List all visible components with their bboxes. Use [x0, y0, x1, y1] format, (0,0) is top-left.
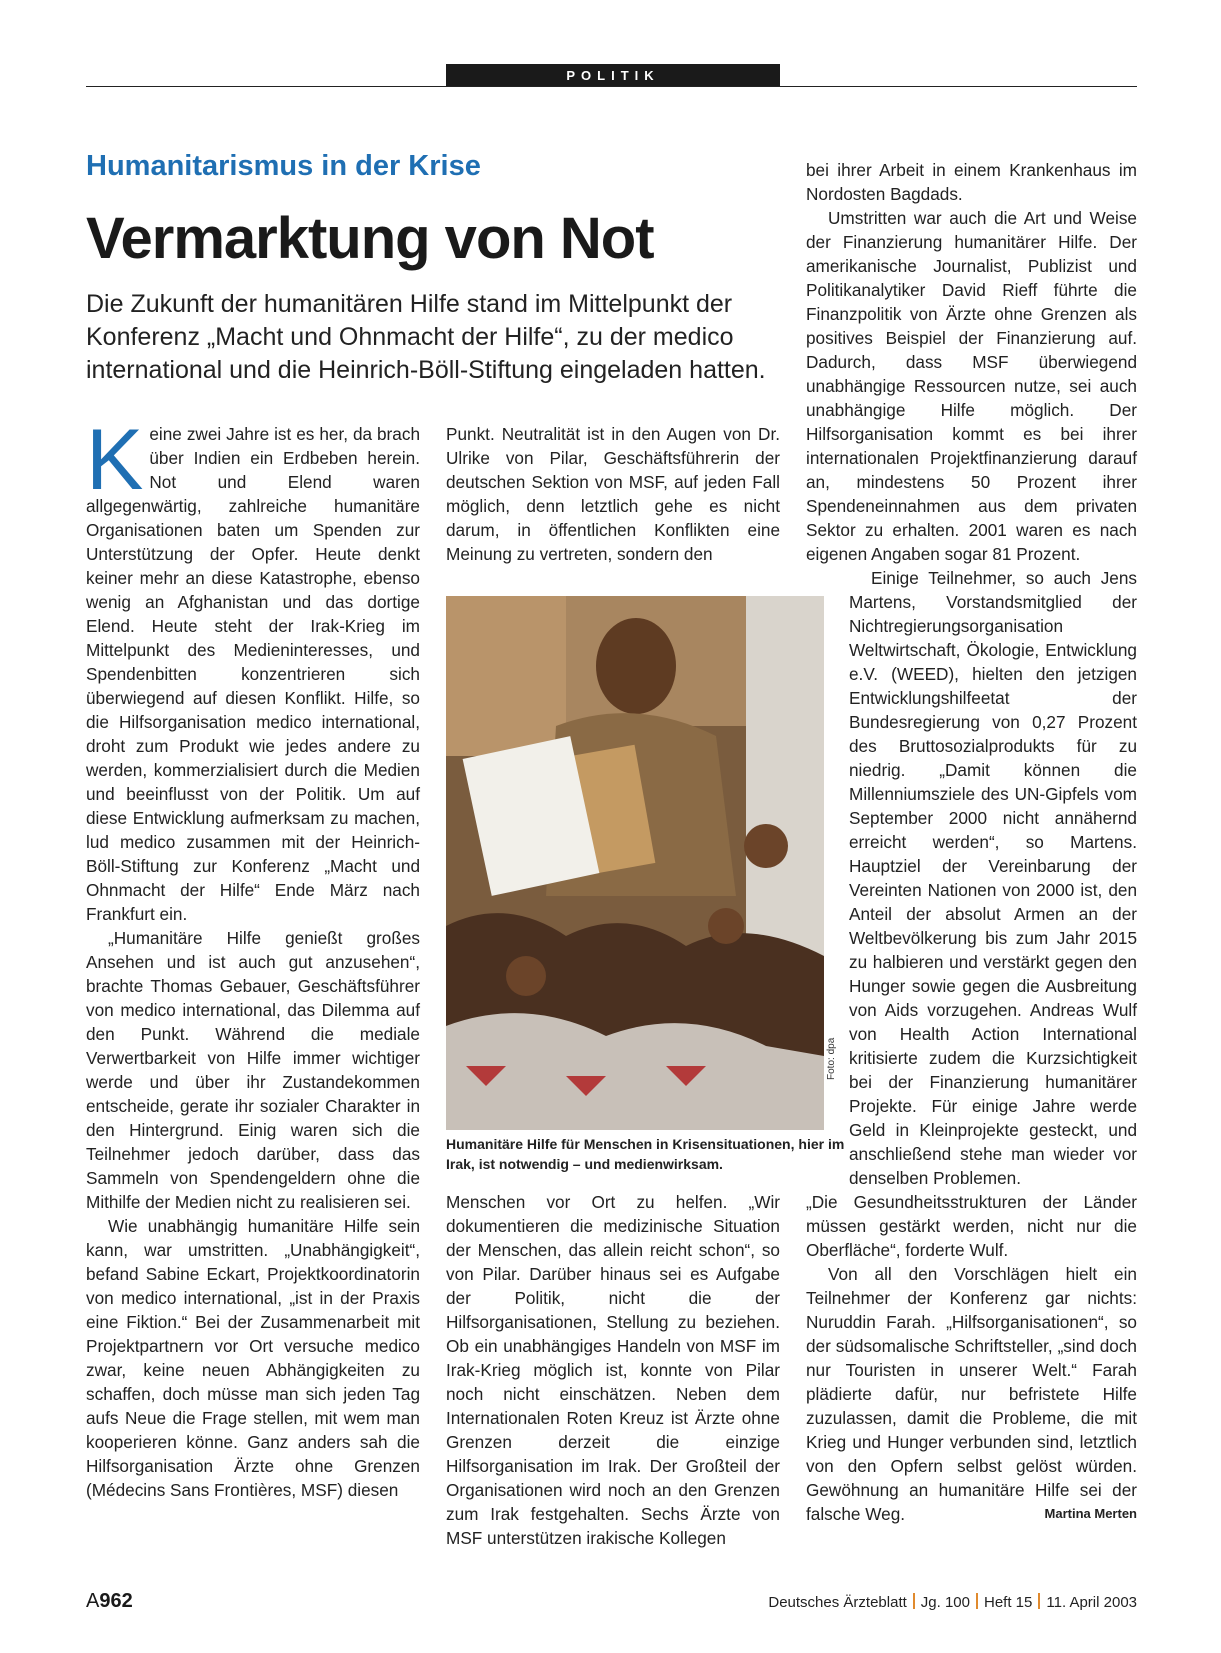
paragraph: Wie unabhängig humanitäre Hilfe sein kann, war umstritten. „Unabhängigkeit“, befand Sabine Eckart, Projektkoordinatorin von medico international, „ist in der Praxis eine Fiktion.“ Bei der Zusammenarbeit mit Projektpartnern vor Ort versuche medico zwar, keine neuen Abhängigkeiten zu schaffen, doch müsse man sich jeden Tag aufs Neue die Frage stellen, mit wem man kooperieren könne. Ganz anders sah die Hilfsorganisation Ärzte ohne Grenzen (Médecins Sans Frontières, MSF) diesen — [86, 1216, 420, 1500]
section-label: POLITIK — [446, 64, 780, 87]
photo-credit: Foto: dpa — [826, 1037, 837, 1080]
journal-name: Deutsches Ärzteblatt — [768, 1594, 907, 1611]
column-3-middle — [849, 566, 1137, 1190]
journal-date: 11. April 2003 — [1046, 1594, 1137, 1611]
column-3-top — [806, 158, 1137, 566]
paragraph: Menschen vor Ort zu helfen. „Wir dokumentieren die medizinische Situation der Menschen, das allein reicht schon“, so von Pilar. Darüber hinaus sei es Aufgabe der Politik, nicht die der Hilfsorganisationen, Stellung zu beziehen. Ob ein unabhängiges Handeln von MSF im Irak-Krieg möglich ist, konnte von Pilar noch nicht einschätzen. Neben dem Internationalen Roten Kreuz ist Ärzte ohne Grenzen derzeit die einzige Hilfsorganisation im Irak. Der Großteil der Organisationen wird noch an den Grenzen zum Irak festgehalten. Sechs Ärzte von MSF unterstützen irakische Kollegen — [446, 1192, 780, 1548]
paragraph: „Die Gesundheitsstrukturen der Länder müssen gestärkt werden, nicht nur die Oberfläche“, forderte Wulf. — [806, 1192, 1137, 1260]
article-kicker: Humanitarismus in der Krise — [86, 150, 481, 182]
column-2-bottom — [446, 1190, 780, 1550]
column-2-top — [446, 422, 780, 566]
journal-volume: Jg. 100 — [920, 1594, 970, 1611]
article-headline: Vermarktung von Not — [86, 206, 654, 271]
paragraph: Einige Teilnehmer, so auch Jens Martens, Vorstandsmitglied der Nichtregierungsorganisation Weltwirtschaft, Ökologie, Entwicklung e.V. (WEED), hielten den jetzigen Entwicklungshilfeetat der Bundesregierung von 0,27 Prozent des Bruttosozialprodukts für zu niedrig. „Damit können die Millenniumsziele des UN-Gipfels vom September 2000 nicht annähernd erreicht werden“, so Martens. Hauptziel der Vereinbarung der Vereinten Nationen von 2000 ist, den Anteil der absolut Armen an der Weltbevölkerung bis zum Jahr 2015 zu halbieren und verstärkt gegen den Hunger sowie gegen die Ausbreitung von Aids vorzugehen. Andreas Wulf von Health Action International kritisierte zudem die Kurzsichtigkeit bei der Finanzierung humanitärer Projekte. Für einige Jahre werde Geld in Kleinprojekte gesteckt, und anschließend stehe man wieder vor denselben Problemen. — [849, 568, 1137, 1188]
paragraph: Von all den Vorschlägen hielt ein Teilnehmer der Konferenz gar nichts: Nuruddin Farah. „Hilfsorganisationen“, so der südsomalische Schriftsteller, „sind doch nur Touristen in unserer Welt.“ Farah plädierte dafür, nur befristete Hilfe zuzulassen, damit die Probleme, die mit Krieg und Hunger verbunden sind, letztlich von den Opfern selbst gelöst würden. Gewöhnung an humanitäre Hilfe sei der falsche Weg. Martina Merten — [806, 1264, 1137, 1524]
journal-issue: Heft 15 — [984, 1594, 1033, 1611]
article-lead: Die Zukunft der humanitären Hilfe stand im Mittelpunkt der Konferenz „Macht und Ohnmacht der Hilfe“, zu der medico international und die Heinrich-Böll-Stiftung eingeladen hatten. — [86, 290, 766, 384]
paragraph: „Humanitäre Hilfe genießt großes Ansehen und ist auch gut anzusehen“, brachte Thomas Gebauer, Geschäftsführer von medico international, das Dilemma auf den Punkt. Während die mediale Verwertbarkeit von Hilfe immer wichtiger werde und über ihr Zustandekommen entscheide, gerate ihr sozialer Charakter in den Hintergrund. Einig waren sich die Teilnehmer jedoch darüber, dass das Sammeln von Spendengeldern ohne die Mithilfe der Medien nicht zu realisieren sei. — [86, 928, 420, 1212]
drop-cap: K — [86, 412, 144, 508]
paragraph: Punkt. Neutralität ist in den Augen von Dr. Ulrike von Pilar, Geschäftsführerin der deutschen Sektion von MSF, auf jeden Fall möglich, denn letztlich gehe es nicht darum, in öffentlichen Konflikten eine Meinung zu vertreten, sondern den — [446, 424, 780, 564]
header-rule — [86, 86, 1137, 87]
author-name: Martina Merten — [1044, 1506, 1137, 1521]
column-3-bottom — [806, 1190, 1137, 1526]
news-photo — [446, 596, 824, 1130]
paragraph: bei ihrer Arbeit in einem Krankenhaus im Nordosten Bagdads. — [806, 160, 1137, 204]
paragraph: Keine zwei Jahre ist es her, da brach über Indien ein Erdbeben herein. Not und Elend waren allgegenwärtig, zahlreiche humanitäre Organisationen baten um Spenden zur Unterstützung der Opfer. Heute denkt keiner mehr an diese Katastrophe, ebenso wenig an Afghanistan und das dortige Elend. Heute steht der Irak-Krieg im Mittelpunkt des Medieninteresses, und Spendenbitten konzentrieren sich überwiegend auf diesen Konflikt. Hilfe, so die Hilfsorganisation medico international, droht zum Produkt wie jedes andere zu werden, kommerzialisiert durch die Medien und beeinflusst von der Politik. Um auf diese Entwicklung aufmerksam zu machen, lud medico zusammen mit der Heinrich-Böll-Stiftung zur Konferenz „Macht und Ohnmacht der Hilfe“ Ende März nach Frankfurt ein. — [86, 412, 420, 924]
column-1 — [86, 412, 420, 1502]
page-number: A962 — [86, 1590, 133, 1612]
photo-caption: Humanitäre Hilfe für Menschen in Krisensituationen, hier im Irak, ist notwendig – und medienwirksam. — [446, 1136, 845, 1172]
journal-footer — [768, 1593, 1137, 1611]
paragraph: Umstritten war auch die Art und Weise der Finanzierung humanitärer Hilfe. Der amerikanische Journalist, Publizist und Politikanalytiker David Rieff führte die Finanzpolitik von Ärzte ohne Grenzen als positives Beispiel der Finanzierung auf. Dadurch, dass MSF überwiegend unabhängige Ressourcen nutze, sei auch unabhängige Hilfe möglich. Der Hilfsorganisation kommt es bei ihrer internationalen Projektfinanzierung darauf an, mindestens 50 Prozent ihrer Spendeneinnahmen aus dem privaten Sektor zu erhalten. 2001 waren es nach eigenen Angaben sogar 81 Prozent. — [806, 208, 1137, 564]
